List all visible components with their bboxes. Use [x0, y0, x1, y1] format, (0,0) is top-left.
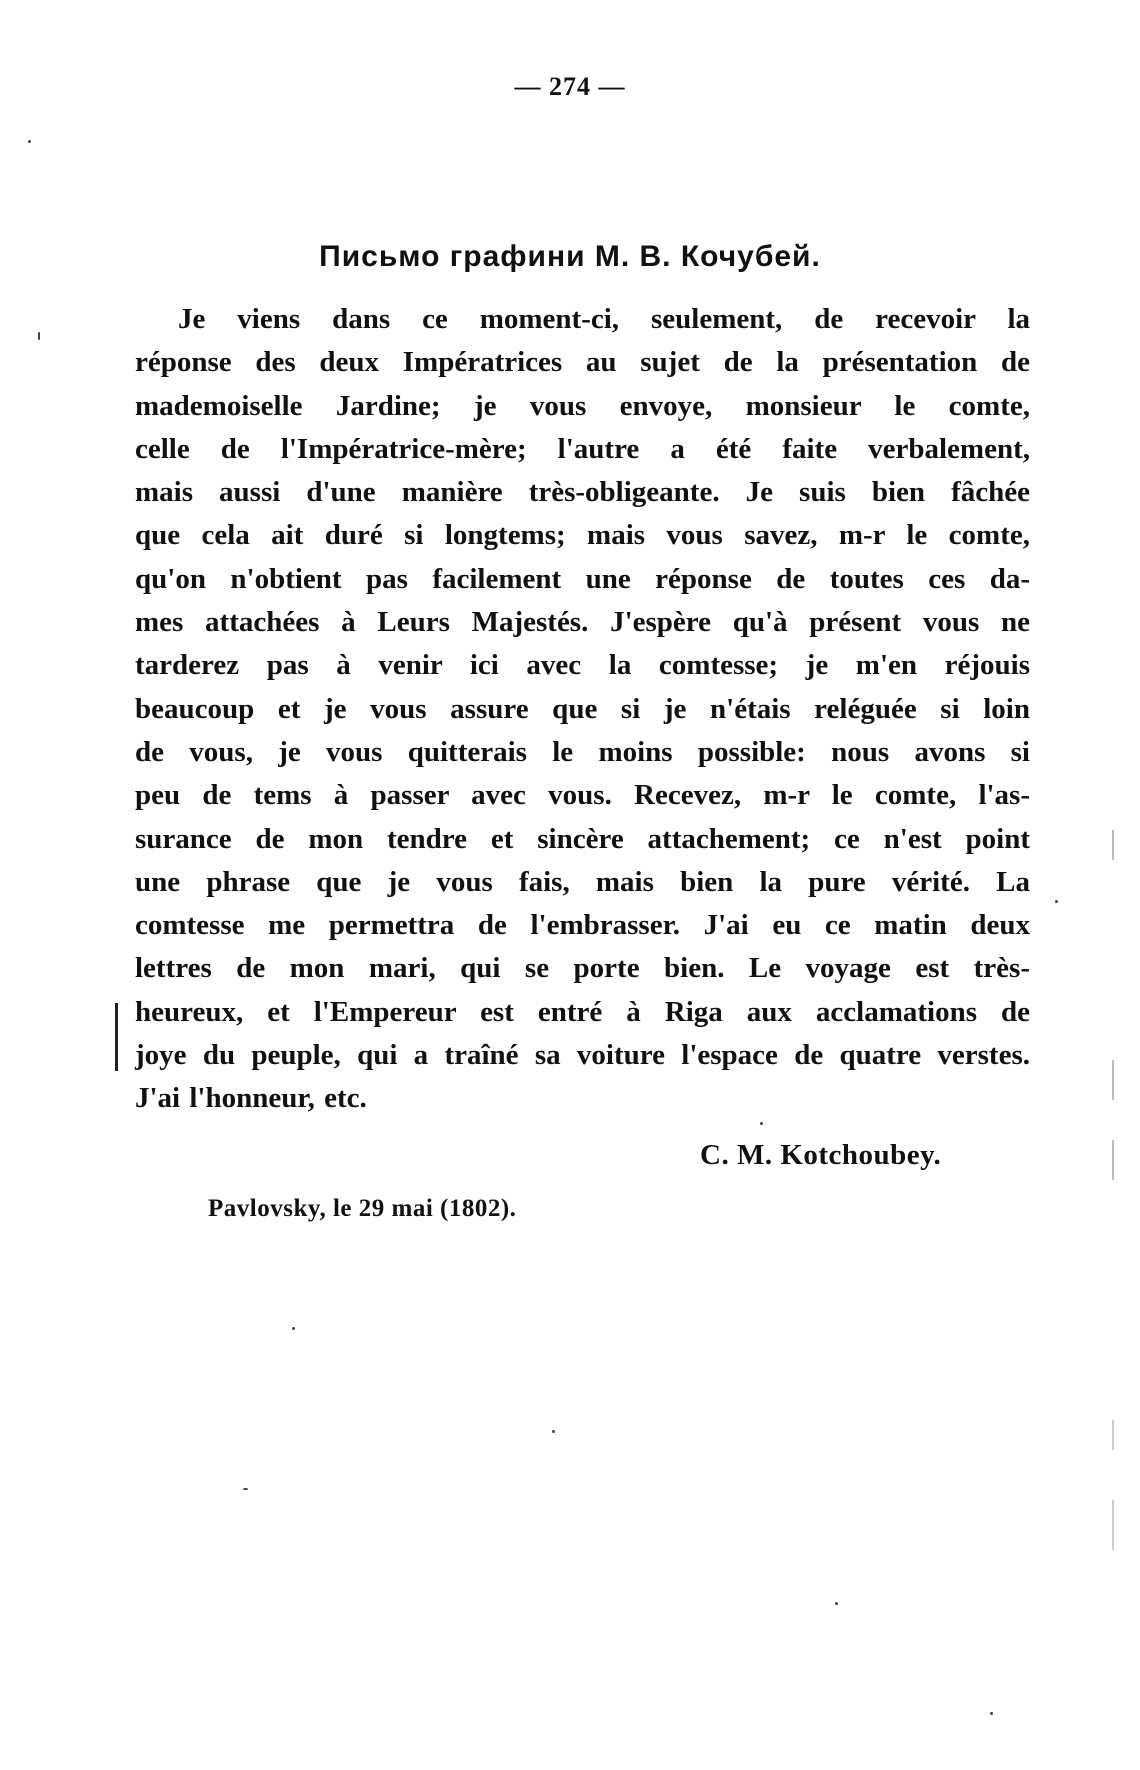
margin-rule-left [115, 1003, 118, 1071]
body-line: Je viens dans ce moment-ci, seulement, de recevoir la [178, 303, 1030, 335]
signature: C. M. Kotchoubey. [700, 1139, 942, 1171]
speck [292, 1327, 295, 1330]
body-line: lettres de mon mari, qui se porte bien. Le voyage est très- [135, 952, 1030, 985]
body-line: surance de mon tendre et sincère attachement; ce n'est point [135, 822, 1030, 855]
speck [1055, 900, 1058, 903]
body-line: que cela ait duré si longtems; mais vous savez, m-r le comte, [135, 519, 1030, 552]
speck [990, 1712, 993, 1715]
body-line: qu'on n'obtient pas facilement une réponse de toutes ces da- [135, 562, 1030, 595]
page-number: — 274 — [514, 72, 626, 101]
speck [552, 1430, 555, 1433]
body-line: de vous, je vous quitterais le moins possible: nous avons si [135, 735, 1030, 768]
margin-rule-right [1112, 1060, 1114, 1100]
margin-rule-right [1112, 1500, 1114, 1550]
body-line: mademoiselle Jardine; je vous envoye, monsieur le comte, [135, 389, 1030, 422]
body-line: J'ai l'honneur, etc. [135, 1082, 367, 1115]
margin-rule-right [1112, 830, 1114, 860]
body-line: heureux, et l'Empereur est entré à Riga aux acclamations de [135, 995, 1030, 1028]
body-line: tarderez pas à venir ici avec la comtesse; je m'en réjouis [135, 649, 1030, 682]
body-line: mais aussi d'une manière très-obligeante. Je suis bien fâchée [135, 476, 1030, 509]
speck [243, 1488, 248, 1490]
body-line: peu de tems à passer avec vous. Recevez, m-r le comte, l'as- [135, 779, 1030, 812]
body-line: celle de l'Impératrice-mère; l'autre a été faite verbalement, [135, 432, 1030, 465]
body-line: une phrase que je vous fais, mais bien la pure vérité. La [135, 865, 1030, 898]
speck [835, 1602, 838, 1605]
letter-body [135, 298, 1030, 1121]
body-line: mes attachées à Leurs Majestés. J'espère qu'à présent vous ne [135, 606, 1030, 639]
margin-rule-right [1112, 1420, 1114, 1450]
speck [760, 1122, 763, 1125]
body-line: réponse des deux Impératrices au sujet de la présentation de [135, 346, 1030, 379]
dateline: Pavlovsky, le 29 mai (1802). [208, 1195, 517, 1222]
speck [28, 140, 31, 143]
body-line: beaucoup et je vous assure que si je n'étais reléguée si loin [135, 692, 1030, 725]
body-line: comtesse me permettra de l'embrasser. J'ai eu ce matin deux [135, 909, 1030, 942]
margin-rule-right [1112, 1140, 1114, 1180]
body-line: joye du peuple, qui a traîné sa voiture l'espace de quatre verstes. [135, 1039, 1030, 1072]
speck [38, 332, 40, 340]
letter-heading: Письмо графини М. В. Кочубей. [319, 240, 821, 273]
